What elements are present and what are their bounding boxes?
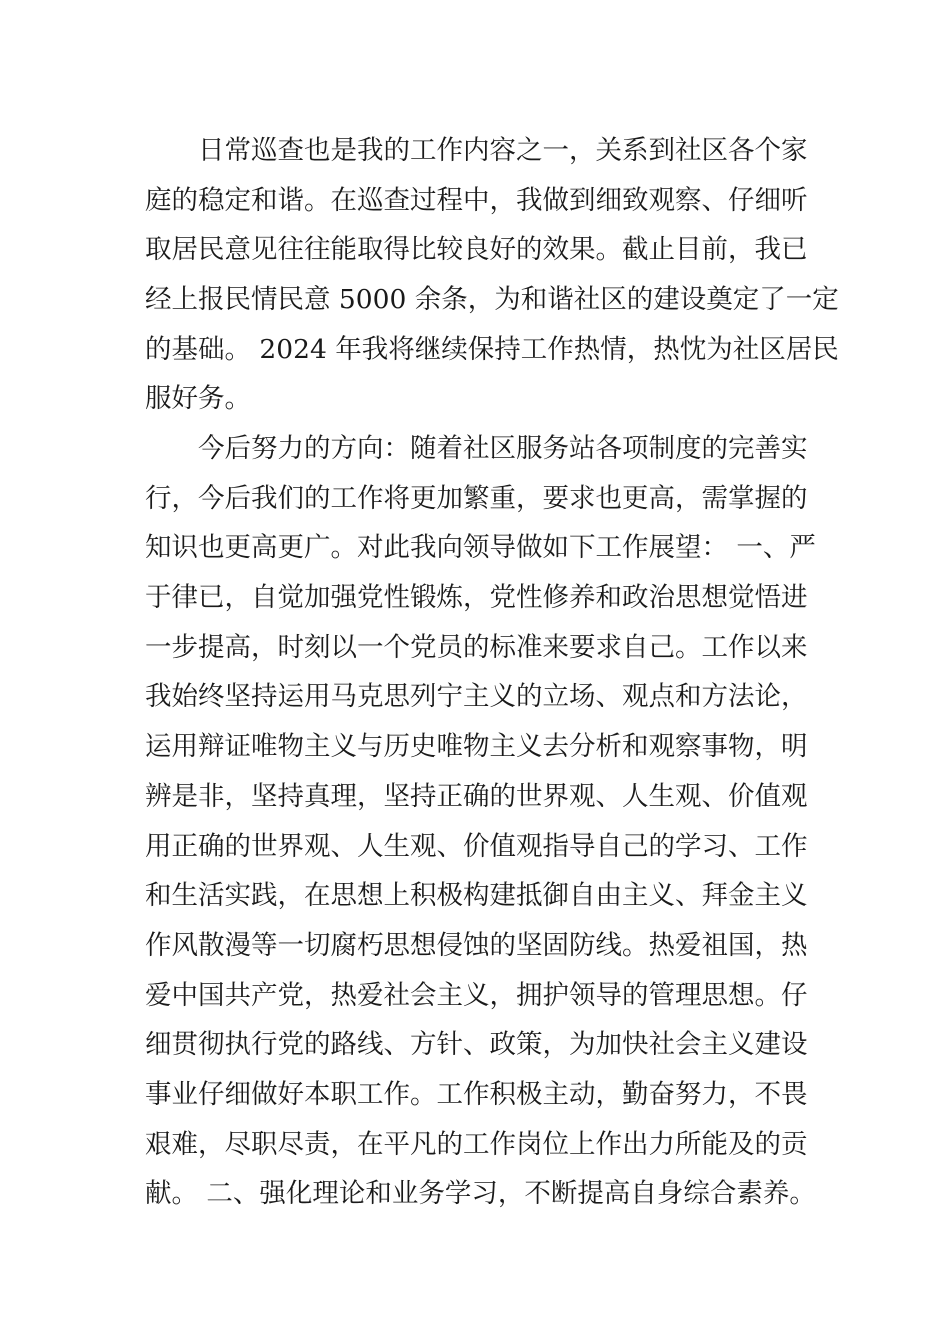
paragraph-line: 和生活实践，在思想上积极构建抵御自由主义、拜金主义 <box>145 880 808 912</box>
paragraph-line: 细贯彻执行党的路线、方针、政策，为加快社会主义建设 <box>145 1029 808 1061</box>
paragraph-line: 用正确的世界观、人生观、价值观指导自己的学习、工作 <box>145 830 808 862</box>
paragraph-line: 庭的稳定和谐。在巡查过程中，我做到细致观察、仔细听 <box>145 184 808 216</box>
paragraph-line: 的基础。 2024 年我将继续保持工作热情，热忱为社区居民 <box>145 333 839 365</box>
paragraph-line: 于律已，自觉加强党性锻炼，党性修养和政治思想觉悟进 <box>145 582 808 614</box>
paragraph-line: 我始终坚持运用马克思列宁主义的立场、观点和方法论， <box>145 681 808 713</box>
paragraph-line: 经上报民情民意 5000 余条，为和谐社区的建设奠定了一定 <box>145 284 839 316</box>
paragraph-line: 艰难，尽职尽责，在平凡的工作岗位上作出力所能及的贡 <box>145 1128 808 1160</box>
paragraph-line: 日常巡查也是我的工作内容之一，关系到社区各个家 <box>198 135 808 166</box>
paragraph-line: 作风散漫等一切腐朽思想侵蚀的坚固防线。热爱祖国，热 <box>145 929 808 961</box>
paragraph-line: 一步提高，时刻以一个党员的标准来要求自己。工作以来 <box>145 631 808 663</box>
paragraph-line: 运用辩证唯物主义与历史唯物主义去分析和观察事物，明 <box>145 731 808 763</box>
paragraph-line: 行，今后我们的工作将更加繁重，要求也更高，需掌握的 <box>145 482 808 514</box>
paragraph-line: 献。 二、强化理论和业务学习，不断提高自身综合素养。 <box>145 1178 816 1210</box>
paragraph-line: 服好务。 <box>145 383 251 415</box>
paragraph-daily-patrol <box>145 126 839 424</box>
paragraph-line: 今后努力的方向：随着社区服务站各项制度的完善实 <box>198 433 808 464</box>
paragraph-line: 辨是非，坚持真理，坚持正确的世界观、人生观、价值观 <box>145 780 808 812</box>
paragraph-future-direction <box>145 424 816 1219</box>
paragraph-line: 爱中国共产党，热爱社会主义，拥护领导的管理思想。仔 <box>145 979 808 1011</box>
paragraph-line: 事业仔细做好本职工作。工作积极主动，勤奋努力，不畏 <box>145 1078 808 1110</box>
paragraph-line: 取居民意见往往能取得比较良好的效果。截止目前，我已 <box>145 234 808 266</box>
paragraph-line: 知识也更高更广。对此我向领导做如下工作展望： 一、严 <box>145 532 816 564</box>
